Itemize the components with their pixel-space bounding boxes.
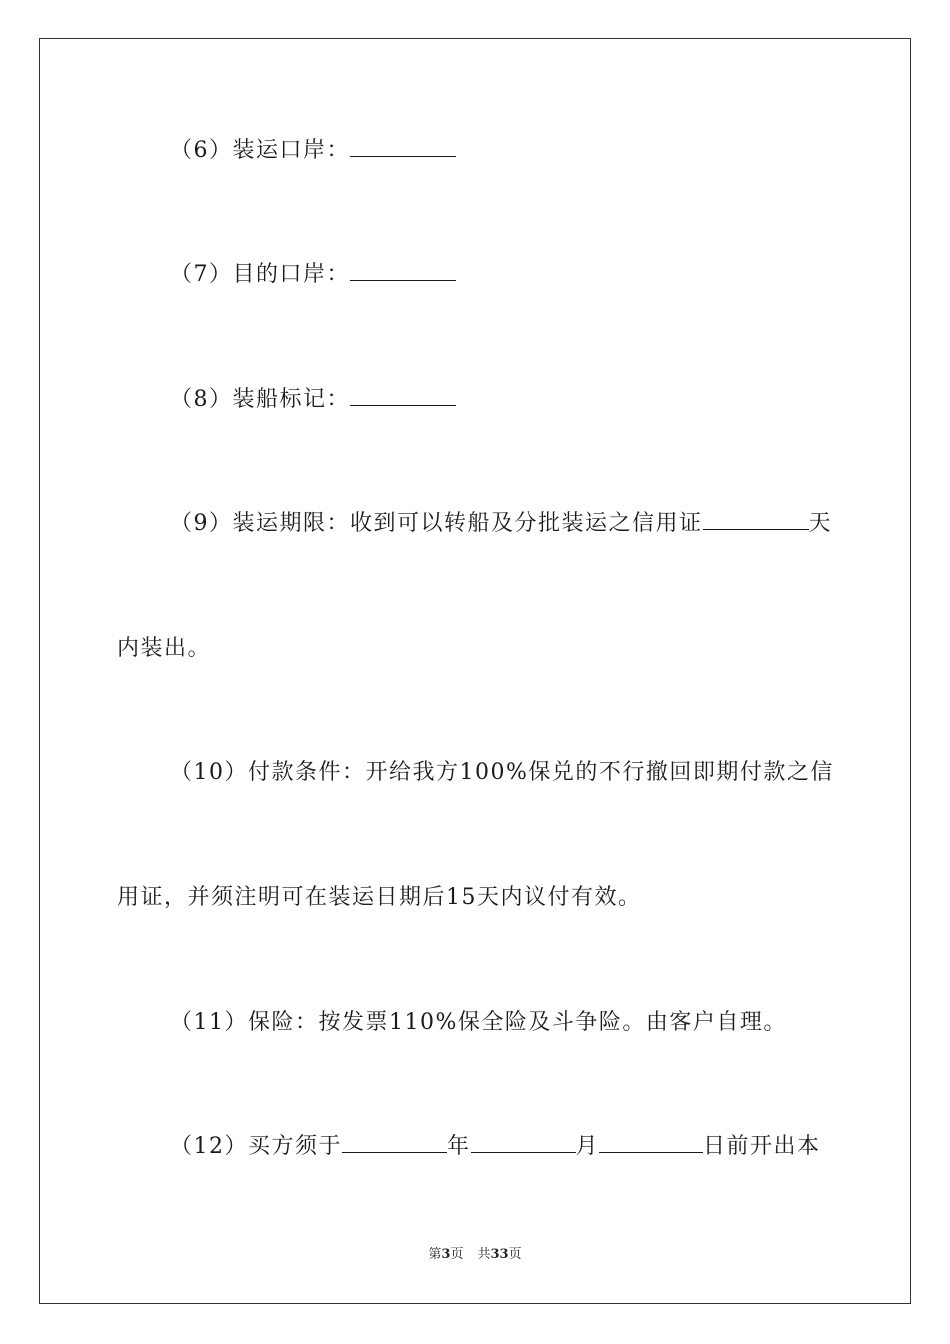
current-page-number: 3 (441, 1247, 451, 1262)
month-blank[interactable] (471, 1132, 576, 1153)
item-9-after: 天 (808, 511, 833, 536)
year-blank[interactable] (342, 1132, 447, 1153)
item-9-continuation: 内装出。 (117, 636, 212, 661)
page-footer (0, 1246, 950, 1264)
item-10-continuation: 用证，并须注明可在装运日期后15天内议付有效。 (117, 885, 642, 910)
item-9-label: （9）装运期限：收到可以转船及分批装运之信用证 (170, 511, 703, 536)
item-12-buyer-deadline (170, 1132, 821, 1162)
item-8-label: （8）装船标记： (170, 387, 350, 412)
item-7-label: （7）目的口岸： (170, 262, 350, 287)
item-10-payment-terms: （10）付款条件：开给我方100%保兑的不行撤回即期付款之信 (170, 760, 834, 785)
shipment-days-blank[interactable] (703, 509, 809, 530)
month-label: 月 (575, 1134, 600, 1159)
item-6-loading-port (170, 136, 456, 166)
item-12-label: （12）买方须于 (170, 1134, 342, 1159)
year-label: 年 (447, 1134, 471, 1159)
item-6-label: （6）装运口岸： (170, 138, 350, 163)
total-pages-number: 33 (490, 1247, 509, 1262)
loading-port-blank[interactable] (350, 136, 456, 157)
shipping-mark-blank[interactable] (350, 385, 456, 406)
day-label: 日前开出本 (703, 1134, 821, 1159)
item-7-destination-port (170, 260, 456, 290)
day-blank[interactable] (599, 1132, 703, 1153)
page-border (39, 38, 911, 1304)
footer-total-prefix: 共 (477, 1247, 491, 1262)
item-9-shipment-period (170, 509, 832, 539)
footer-page-unit: 页 (450, 1247, 464, 1262)
item-11-insurance: （11）保险：按发票110%保全险及斗争险。由客户自理。 (170, 1010, 787, 1035)
item-8-shipping-mark (170, 385, 456, 415)
footer-prefix: 第 (428, 1247, 442, 1262)
destination-port-blank[interactable] (350, 260, 456, 281)
footer-total-unit: 页 (508, 1247, 522, 1262)
